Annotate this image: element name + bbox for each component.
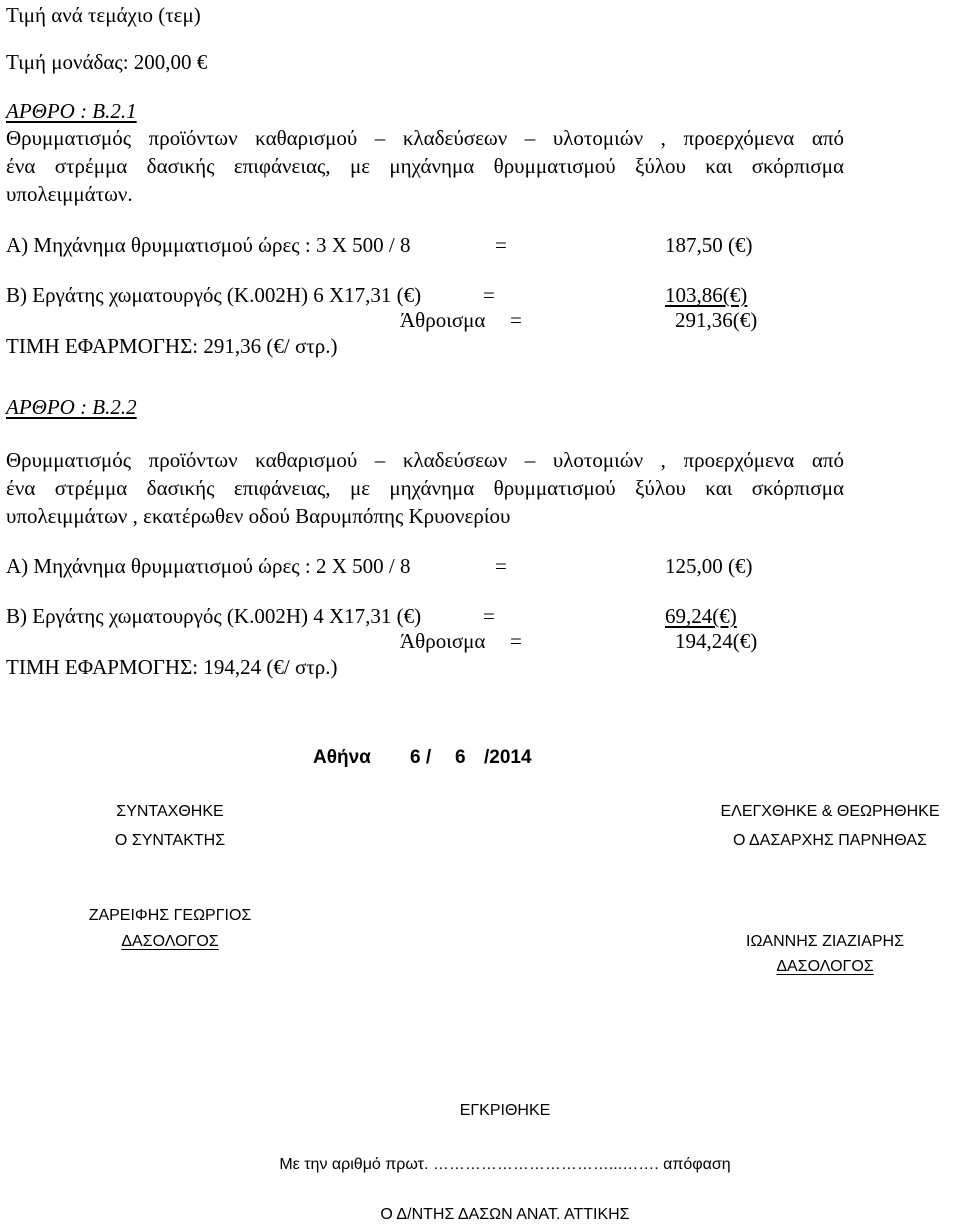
date-day: 6 / [410, 747, 432, 768]
machine-cost-value: 125,00 (€) [665, 554, 753, 578]
unit-price-type: Τιμή ανά τεμάχιο (τεμ) [6, 3, 201, 27]
signature-left-role: Ο ΣΥΝΤΑΚΤΗΣ [114, 832, 226, 849]
article-title: ΑΡΘΡΟ : Β.2.2 [6, 395, 137, 419]
signature-right-position: ΔΑΣΟΛΟΓΟΣ [776, 958, 874, 975]
sum-label: Άθροισμα [400, 308, 486, 332]
equals-sign: = [495, 233, 507, 257]
unit-price: Τιμή μονάδας: 200,00 € [6, 50, 208, 74]
signature-right-title: ΕΛΕΓΧΘΗΚΕ & ΘΕΩΡΗΘΗΚΕ [720, 803, 940, 820]
sum-value: 194,24(€) [675, 629, 758, 653]
machine-cost-label: Α) Μηχάνημα θρυμματισμού ώρες : 3 Χ 500 / 8 [6, 233, 411, 257]
equals-sign: = [483, 604, 495, 628]
article-description-line: υπολειμμάτων. [6, 182, 133, 206]
sum-label: Άθροισμα [400, 629, 486, 653]
application-price: ΤΙΜΗ ΕΦΑΡΜΟΓΗΣ: 194,24 (€/ στρ.) [6, 655, 338, 679]
worker-cost-value: 69,24(€) [665, 604, 737, 628]
article-description-line: υπολειμμάτων , εκατέρωθεν οδού Βαρυμπόπης Κρυονερίου [6, 504, 511, 528]
signature-left-title: ΣΥΝΤΑΧΘΗΚΕ [116, 803, 224, 820]
signature-left-name: ΖΑΡΕΙΦΗΣ ΓΕΩΡΓΙΟΣ [88, 907, 252, 924]
article-description-line: ένα στρέμμα δασικής επιφάνειας, με μηχάνημα θρυμματισμού ξύλου και σκόρπισμα [6, 476, 844, 500]
machine-cost-label: Α) Μηχάνημα θρυμματισμού ώρες : 2 Χ 500 / 8 [6, 554, 411, 578]
application-price: ΤΙΜΗ ΕΦΑΡΜΟΓΗΣ: 291,36 (€/ στρ.) [6, 334, 338, 358]
article-title: ΑΡΘΡΟ : Β.2.1 [6, 99, 137, 123]
article-description-line: Θρυμματισμός προϊόντων καθαρισμού – κλαδεύσεων – υλοτομιών , προερχόμενα από [6, 126, 844, 150]
date-year: /2014 [484, 747, 532, 768]
worker-cost-value: 103,86(€) [665, 283, 748, 307]
article-description-line: Θρυμματισμός προϊόντων καθαρισμού – κλαδεύσεων – υλοτομιών , προερχόμενα από [6, 448, 844, 472]
approval-title: ΕΓΚΡΙΘΗΚΕ [459, 1102, 551, 1119]
worker-cost-label: Β) Εργάτης χωματουργός (Κ.002Η) 6 Χ17,31 (€) [6, 283, 422, 307]
date-city: Αθήνα [313, 747, 371, 768]
signature-right-name: ΙΩΑΝΝΗΣ ΖΙΑΖΙΑΡΗΣ [746, 933, 904, 950]
article-description-line: ένα στρέμμα δασικής επιφάνειας, με μηχάνημα θρυμματισμού ξύλου και σκόρπισμα [6, 154, 844, 178]
machine-cost-value: 187,50 (€) [665, 233, 753, 257]
approval-protocol-line: Με την αριθμό πρωτ. ……………………………...……. απόφαση [279, 1156, 731, 1173]
worker-cost-label: Β) Εργάτης χωματουργός (Κ.002Η) 4 Χ17,31 (€) [6, 604, 422, 628]
signature-right-role: Ο ΔΑΣΑΡΧΗΣ ΠΑΡΝΗΘΑΣ [733, 832, 927, 849]
date-month: 6 [455, 747, 466, 768]
equals-sign: = [495, 554, 507, 578]
equals-sign: = [510, 308, 522, 332]
equals-sign: = [483, 283, 495, 307]
signature-left-position: ΔΑΣΟΛΟΓΟΣ [121, 933, 219, 950]
sum-value: 291,36(€) [675, 308, 758, 332]
equals-sign: = [510, 629, 522, 653]
approval-director: Ο Δ/ΝΤΗΣ ΔΑΣΩΝ ΑΝΑΤ. ΑΤΤΙΚΗΣ [380, 1206, 630, 1223]
